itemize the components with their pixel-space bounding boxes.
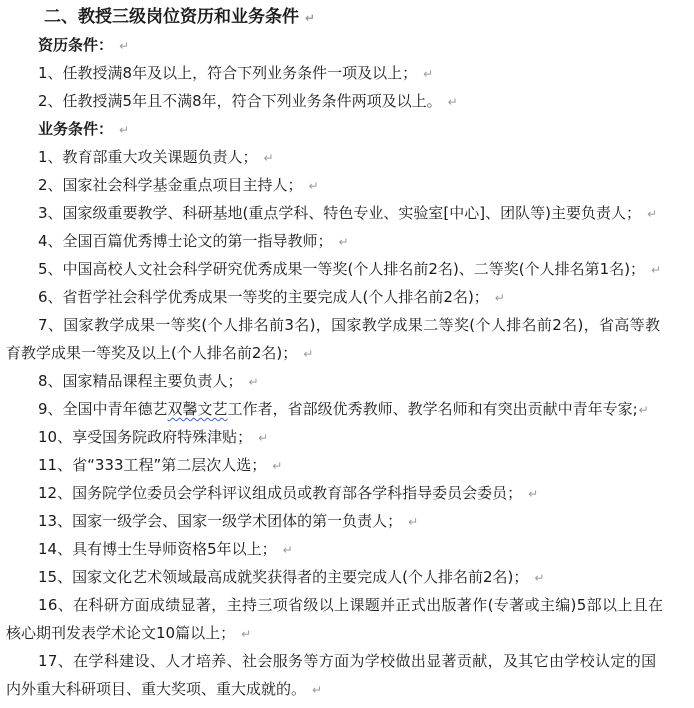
business-item-continuation: [0, 623, 694, 644]
business-item: [0, 147, 694, 168]
item-text: 7、国家教学成果一等奖(个人排名前3名)，国家教学成果二等奖(个人排名前2名)，省高等教: [38, 316, 661, 334]
paragraph-mark-icon: ↵: [646, 207, 658, 221]
paragraph-mark-icon: ↵: [494, 291, 505, 305]
qualification-item: [0, 91, 694, 112]
business-item: [0, 595, 694, 615]
item-text: 5、中国高校人文社会科学研究优秀成果一等奖(个人排名前2名)、二等奖(个人排名第1名)；: [38, 260, 646, 278]
item-text: 1、教育部重大攻关课题负责人；: [38, 148, 258, 166]
item-text: 10、享受国务院政府特殊津贴；: [38, 428, 253, 446]
paragraph-mark-icon: ↵: [303, 347, 314, 361]
paragraph-mark-icon: ↵: [638, 403, 649, 417]
paragraph-mark-icon: ↵: [263, 151, 274, 165]
paragraph-mark-icon: ↵: [308, 179, 319, 193]
item-text: 9、全国中青年德艺: [38, 400, 168, 418]
business-item: [0, 287, 694, 308]
item-text: 工作者，省部级优秀教师、教学名师和有突出贡献中青年专家;: [227, 400, 638, 418]
paragraph-mark-icon: ↵: [248, 375, 259, 389]
item-text: 15、国家文化艺术领域最高成就奖获得者的主要完成人(个人排名前2名)；: [38, 568, 529, 586]
paragraph-mark-icon: ↵: [338, 235, 349, 249]
business-item-continuation: [0, 679, 694, 700]
qualification-label: [0, 35, 694, 56]
paragraph-mark-icon: ↵: [534, 571, 545, 585]
heading-text: 二、教授三级岗位资历和业务条件: [44, 7, 299, 27]
business-item: [0, 259, 694, 280]
business-item: [0, 455, 694, 476]
business-item: [0, 175, 694, 196]
item-text: 14、具有博士生导师资格5年以上；: [38, 540, 277, 558]
item-text: 8、国家精品课程主要负责人；: [38, 372, 243, 390]
item-text: 12、国务院学位委员会学科评议组成员或教育部各学科指导委员会委员；: [38, 484, 523, 502]
spellcheck-underlined-text[interactable]: 双馨文艺: [167, 400, 228, 418]
paragraph-mark-icon: ↵: [241, 627, 252, 641]
paragraph-mark-icon: ↵: [272, 459, 283, 473]
section-heading: [0, 7, 694, 28]
item-text: 核心期刊发表学术论文10篇以上；: [6, 624, 236, 642]
item-text: 13、国家一级学会、国家一级学术团体的第一负责人；: [38, 512, 403, 530]
paragraph-mark-icon: ↵: [282, 543, 293, 557]
item-text: 内外重大科研项目、重大奖项、重大成就的。: [6, 680, 307, 698]
item-text: 16、在科研方面成绩显著，主持三项省级以上课题并正式出版著作(专著或主编)5部以上且在: [38, 596, 664, 614]
item-text: 1、任教授满8年及以上，符合下列业务条件一项及以上；: [38, 64, 418, 82]
item-text: 4、全国百篇优秀博士论文的第一指导教师；: [38, 232, 333, 250]
paragraph-mark-icon: ↵: [119, 123, 130, 137]
business-item: [0, 483, 694, 504]
item-text: 6、省哲学社会科学优秀成果一等奖的主要完成人(个人排名前2名)；: [38, 288, 489, 306]
paragraph-mark-icon: ↵: [408, 515, 419, 529]
business-item: [0, 399, 694, 420]
business-item: [0, 511, 694, 532]
item-text: 2、国家社会科学基金重点项目主持人；: [38, 176, 303, 194]
item-text: 2、任教授满5年且不满8年，符合下列业务条件两项及以上。: [38, 92, 442, 110]
label-text: 资历条件：: [38, 36, 114, 54]
business-item-continuation: [0, 343, 694, 364]
business-item: [0, 539, 694, 560]
item-text: 17、在学科建设、人才培养、社会服务等方面为学校做出显著贡献，及其它由学校认定的国: [38, 652, 657, 670]
business-item: [0, 567, 694, 588]
item-text: 3、国家级重要教学、科研基地(重点学科、特色专业、实验室[中心]、团队等)主要负责人；: [38, 204, 641, 222]
business-item: [0, 315, 694, 335]
item-text: 育教学成果一等奖及以上(个人排名前2名)；: [6, 344, 298, 362]
business-label: [0, 119, 694, 140]
paragraph-mark-icon: ↵: [312, 683, 323, 697]
paragraph-mark-icon: ↵: [119, 39, 130, 53]
paragraph-mark-icon: ↵: [423, 67, 434, 81]
label-text: 业务条件：: [38, 120, 114, 138]
business-item: [0, 371, 694, 392]
paragraph-mark-icon: ↵: [651, 263, 662, 277]
business-item: [0, 231, 694, 252]
paragraph-mark-icon: ↵: [305, 11, 316, 25]
qualification-item: [0, 63, 694, 84]
business-item: [0, 203, 694, 224]
business-item: [0, 427, 694, 448]
paragraph-mark-icon: ↵: [447, 95, 458, 109]
paragraph-mark-icon: ↵: [528, 487, 539, 501]
business-item: [0, 651, 694, 671]
paragraph-mark-icon: ↵: [258, 431, 269, 445]
item-text: 11、省“333工程”第二层次人选；: [38, 456, 267, 474]
